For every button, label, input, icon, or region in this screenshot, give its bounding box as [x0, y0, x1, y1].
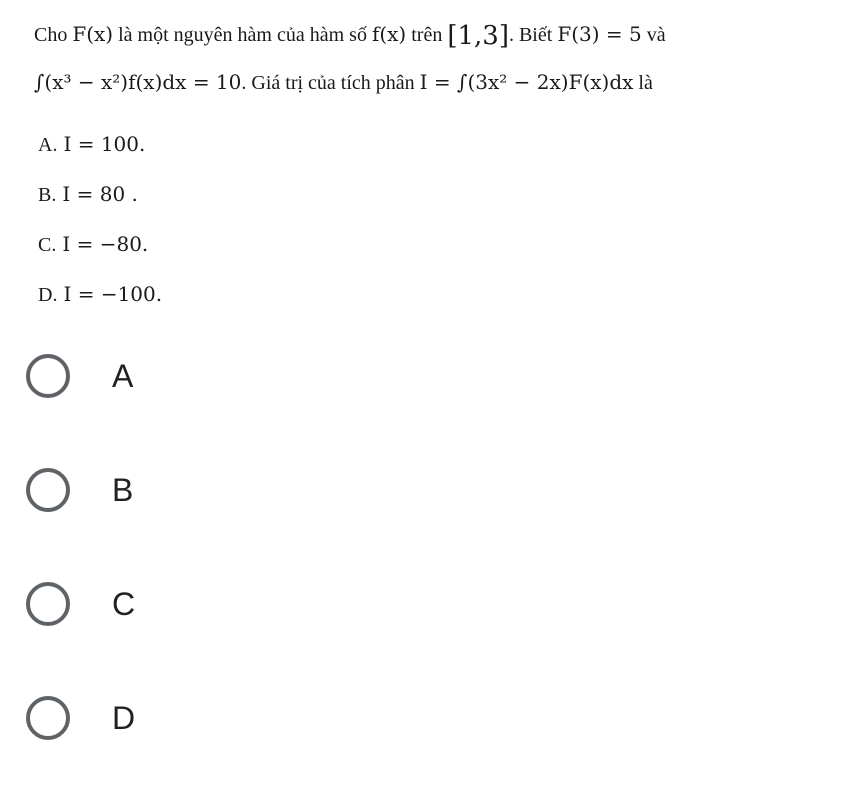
math-interval: [1,3]: [447, 21, 509, 51]
option-b: [38, 182, 162, 206]
choice-label-d: D: [112, 699, 136, 736]
radio-button-a[interactable]: [26, 354, 70, 398]
question-text-part: là một nguyên hàm của hàm số: [113, 24, 372, 46]
option-expression: I = −100.: [63, 282, 163, 306]
radio-button-b[interactable]: [26, 468, 70, 512]
math-f-of-x: f(x): [371, 22, 407, 46]
math-F3-value: F(3) = 5: [557, 22, 642, 46]
question-text-part: Cho: [34, 24, 73, 46]
option-letter: B.: [38, 184, 57, 206]
question-line-2: [34, 70, 824, 94]
choice-label-c: C: [112, 585, 136, 622]
answer-options-list: [38, 132, 162, 332]
option-letter: C.: [38, 234, 57, 256]
question-line-1: [34, 21, 824, 51]
option-d: [38, 282, 162, 306]
choice-a[interactable]: [26, 346, 135, 406]
radio-button-c[interactable]: [26, 582, 70, 626]
math-F-of-x: F(x): [72, 22, 114, 46]
option-letter: D.: [38, 284, 58, 306]
option-expression: I = 80 .: [62, 182, 138, 206]
math-integral-asked: I = ∫(3x² − 2x)F(x)dx: [419, 70, 634, 94]
answer-choice-group: [26, 346, 135, 802]
option-a: [38, 132, 162, 156]
option-letter: A.: [38, 134, 58, 156]
question-text-part: . Giá trị của tích phân: [241, 72, 420, 94]
question-text-part: và: [641, 24, 666, 46]
choice-c[interactable]: [26, 574, 135, 634]
math-integral-given: ∫(x³ − x²)f(x)dx = 10: [34, 70, 242, 94]
choice-label-a: A: [112, 357, 134, 394]
choice-b[interactable]: [26, 460, 135, 520]
question-text-part: là: [633, 72, 653, 94]
question-text: [34, 22, 824, 118]
option-expression: I = −80.: [62, 232, 149, 256]
option-expression: I = 100.: [63, 132, 146, 156]
choice-d[interactable]: [26, 688, 135, 748]
question-text-part: . Biết: [508, 24, 558, 46]
choice-label-b: B: [112, 471, 134, 508]
radio-button-d[interactable]: [26, 696, 70, 740]
option-c: [38, 232, 162, 256]
question-text-part: trên: [406, 24, 448, 46]
